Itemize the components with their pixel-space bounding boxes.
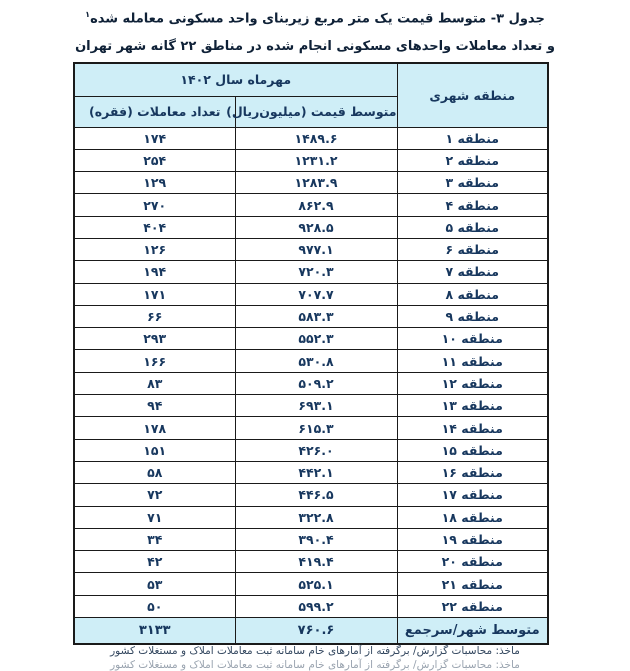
price-cell: ۵۸۳.۳ (235, 305, 397, 327)
table-row (74, 149, 548, 171)
table-row (74, 372, 548, 394)
table-row (74, 283, 548, 305)
region-cell: منطقه ۴ (397, 194, 548, 216)
region-cell: منطقه ۲۰ (397, 551, 548, 573)
count-cell: ۲۷۰ (74, 194, 235, 216)
count-cell: ۵۰ (74, 595, 235, 617)
source-note: ماخذ: محاسبات گزارش/ برگرفته از آمارهای خام سامانه ثبت معاملات املاک و مستغلات کشور (110, 645, 520, 657)
count-cell: ۱۷۸ (74, 417, 235, 439)
price-cell: ۷۲۰.۳ (235, 261, 397, 283)
region-cell: منطقه ۳ (397, 172, 548, 194)
count-cell: ۸۳ (74, 372, 235, 394)
table-row (74, 439, 548, 461)
table-row (74, 573, 548, 595)
count-cell: ۱۹۴ (74, 261, 235, 283)
table-row (74, 127, 548, 149)
price-cell: ۴۲۶.۰ (235, 439, 397, 461)
table-row (74, 194, 548, 216)
count-cell: ۷۱ (74, 506, 235, 528)
region-cell: منطقه ۱۱ (397, 350, 548, 372)
table-row (74, 216, 548, 238)
price-cell: ۹۷۷.۱ (235, 238, 397, 260)
price-cell: ۴۴۶.۵ (235, 484, 397, 506)
region-cell: منطقه ۱۴ (397, 417, 548, 439)
table-row (74, 461, 548, 483)
header-region-column: منطقه شهری (397, 63, 548, 127)
region-cell: منطقه ۱۵ (397, 439, 548, 461)
region-cell: منطقه ۷ (397, 261, 548, 283)
header-price-column: متوسط قیمت (میلیون‌ریال) (235, 96, 397, 127)
count-cell: ۲۹۳ (74, 328, 235, 350)
price-cell: ۴۴۲.۱ (235, 461, 397, 483)
region-cell: منطقه ۱۷ (397, 484, 548, 506)
summary-region-cell: متوسط شهر/سرجمع (397, 618, 548, 644)
region-cell: منطقه ۲۱ (397, 573, 548, 595)
region-cell: منطقه ۲۲ (397, 595, 548, 617)
count-cell: ۱۵۱ (74, 439, 235, 461)
count-cell: ۱۷۴ (74, 127, 235, 149)
price-cell: ۳۹۰.۴ (235, 528, 397, 550)
table-title-line2: و تعداد معاملات واحدهای مسکونی انجام شده در مناطق ۲۲ گانه شهر تهران (75, 39, 555, 54)
table-row (74, 238, 548, 260)
count-cell: ۷۲ (74, 484, 235, 506)
table-row (74, 528, 548, 550)
count-cell: ۵۸ (74, 461, 235, 483)
price-cell: ۶۹۳.۱ (235, 395, 397, 417)
table-row (74, 328, 548, 350)
price-cell: ۱۲۸۳.۹ (235, 172, 397, 194)
data-table (73, 62, 549, 645)
price-cell: ۴۱۹.۴ (235, 551, 397, 573)
region-cell: منطقه ۱ (397, 127, 548, 149)
count-cell: ۱۲۶ (74, 238, 235, 260)
header-row-period (74, 63, 548, 96)
region-cell: منطقه ۹ (397, 305, 548, 327)
table-row (74, 395, 548, 417)
cutoff-text-line: ماخذ: محاسبات گزارش/ برگرفته از آمارهای خام سامانه ثبت معاملات املاک و مستغلات کشور (110, 659, 520, 671)
table-row (74, 506, 548, 528)
summary-count-cell: ۳۱۳۳ (74, 618, 235, 644)
summary-price-cell: ۷۶۰.۶ (235, 618, 397, 644)
header-count-column: تعداد معاملات (فقره) (74, 96, 235, 127)
table-row (74, 417, 548, 439)
summary-row (74, 618, 548, 644)
count-cell: ۱۲۹ (74, 172, 235, 194)
price-cell: ۵۹۹.۲ (235, 595, 397, 617)
table-row (74, 261, 548, 283)
price-cell: ۱۲۳۱.۲ (235, 149, 397, 171)
count-cell: ۶۶ (74, 305, 235, 327)
region-cell: منطقه ۲ (397, 149, 548, 171)
count-cell: ۹۴ (74, 395, 235, 417)
price-cell: ۵۳۰.۸ (235, 350, 397, 372)
region-cell: منطقه ۱۹ (397, 528, 548, 550)
price-cell: ۸۶۲.۹ (235, 194, 397, 216)
table-row (74, 551, 548, 573)
count-cell: ۱۷۱ (74, 283, 235, 305)
price-cell: ۳۲۲.۸ (235, 506, 397, 528)
table-title-text: جدول ۳- متوسط قیمت یک متر مربع زیربنای واحد مسکونی معامله شده (90, 11, 545, 27)
count-cell: ۴۰۴ (74, 216, 235, 238)
table-row (74, 305, 548, 327)
table-row (74, 484, 548, 506)
table-row (74, 595, 548, 617)
count-cell: ۲۵۴ (74, 149, 235, 171)
region-cell: منطقه ۱۳ (397, 395, 548, 417)
header-period: مهرماه سال ۱۴۰۲ (74, 63, 397, 96)
region-cell: منطقه ۵ (397, 216, 548, 238)
price-cell: ۵۵۲.۳ (235, 328, 397, 350)
price-cell: ۱۴۸۹.۶ (235, 127, 397, 149)
count-cell: ۵۳ (74, 573, 235, 595)
region-cell: منطقه ۱۶ (397, 461, 548, 483)
title-footnote-marker: ۱ (85, 10, 91, 19)
table-row (74, 172, 548, 194)
table-title-line1 (0, 10, 630, 26)
price-cell: ۵۰۹.۲ (235, 372, 397, 394)
region-cell: منطقه ۶ (397, 238, 548, 260)
price-cell: ۹۲۸.۵ (235, 216, 397, 238)
count-cell: ۳۴ (74, 528, 235, 550)
table-row (74, 350, 548, 372)
region-cell: منطقه ۱۲ (397, 372, 548, 394)
price-cell: ۶۱۵.۳ (235, 417, 397, 439)
table-body (74, 127, 548, 618)
count-cell: ۱۶۶ (74, 350, 235, 372)
count-cell: ۴۲ (74, 551, 235, 573)
region-cell: منطقه ۱۸ (397, 506, 548, 528)
price-cell: ۷۰۷.۷ (235, 283, 397, 305)
region-cell: منطقه ۸ (397, 283, 548, 305)
region-cell: منطقه ۱۰ (397, 328, 548, 350)
price-cell: ۵۲۵.۱ (235, 573, 397, 595)
